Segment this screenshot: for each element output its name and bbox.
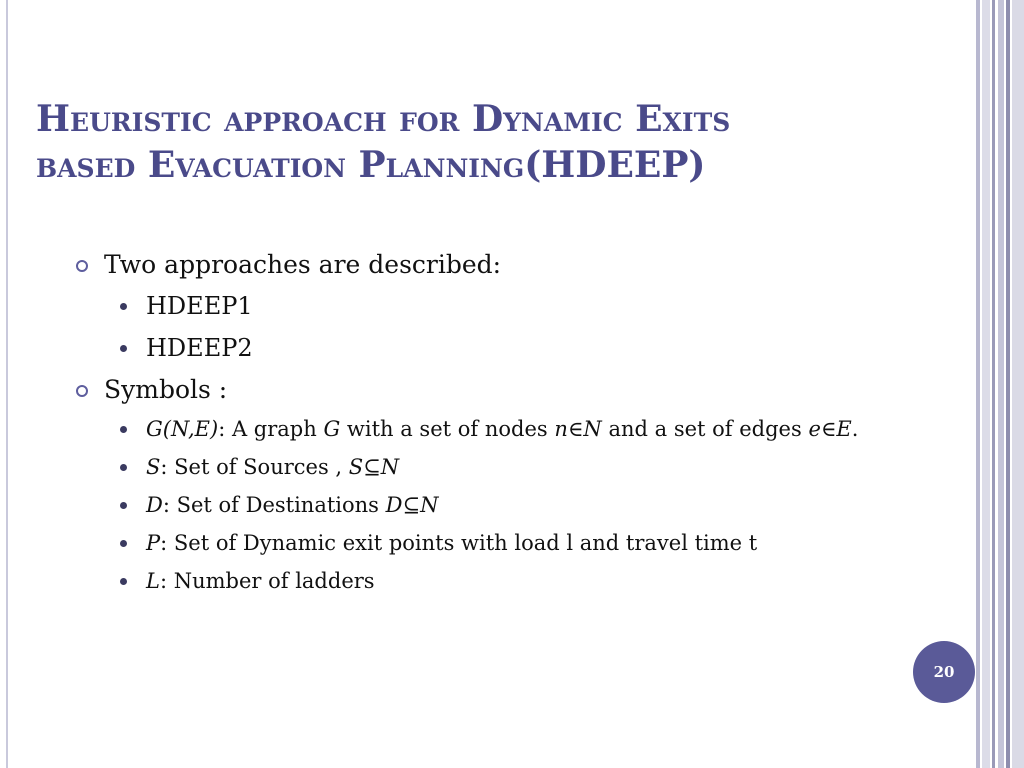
- bullet-dot-icon: [120, 540, 127, 547]
- symbol: P: [146, 531, 161, 555]
- slide-body: [76, 248, 896, 604]
- symbol-inline: D⊆N: [385, 493, 439, 517]
- bullet-label: Two approaches are described:: [104, 250, 502, 279]
- symbol-item-graph: [120, 414, 896, 444]
- bullet-label: Symbols :: [104, 375, 228, 404]
- symbol-text: and a set of edges: [601, 417, 809, 441]
- approaches-list: [120, 289, 896, 365]
- slide-title: [36, 96, 936, 188]
- bullet-dot-icon: [120, 345, 127, 352]
- bullet-symbols: [76, 373, 896, 407]
- symbol-text: : Number of ladders: [159, 569, 375, 593]
- bullet-dot-icon: [120, 303, 127, 310]
- bullet-dot-icon: [120, 502, 127, 509]
- symbol-item-destinations: [120, 490, 896, 520]
- list-item: [120, 331, 896, 365]
- bullet-dot-icon: [120, 464, 127, 471]
- symbol-inline: S⊆N: [348, 455, 400, 479]
- title-line-2: based Evacuation Planning(HDEEP): [36, 144, 706, 186]
- list-item: [120, 289, 896, 323]
- stripe: [992, 0, 995, 768]
- stripe: [1006, 0, 1010, 768]
- symbol-item-ladders: [120, 566, 896, 596]
- stripe: [976, 0, 980, 768]
- symbol: L: [146, 569, 160, 593]
- symbol-text: : Set of Dynamic exit points with load l and travel time t: [160, 531, 758, 555]
- bullet-dot-icon: [120, 426, 127, 433]
- symbol-item-exit-points: [120, 528, 896, 558]
- symbol: G(N,E): [146, 417, 219, 441]
- stripe: [1012, 0, 1024, 768]
- symbol-text: : A graph: [218, 417, 324, 441]
- symbol-text: : Set of Sources ,: [160, 455, 349, 479]
- symbol-text: with a set of nodes: [340, 417, 555, 441]
- page-number: 20: [933, 663, 955, 681]
- hollow-bullet-icon: [76, 260, 88, 272]
- bullet-dot-icon: [120, 578, 127, 585]
- decorative-stripes: [976, 0, 1024, 768]
- symbols-list: [120, 414, 896, 596]
- approach-hdeep1: HDEEP1: [146, 292, 253, 320]
- symbol-text: .: [851, 417, 859, 441]
- symbol: S: [146, 455, 161, 479]
- stripe: [998, 0, 1004, 768]
- approach-hdeep2: HDEEP2: [146, 334, 253, 362]
- hollow-bullet-icon: [76, 385, 88, 397]
- symbol: D: [146, 493, 163, 517]
- left-border: [6, 0, 8, 768]
- page-number-badge: [913, 641, 975, 703]
- title-line-1: Heuristic approach for Dynamic Exits: [36, 98, 731, 140]
- symbol-item-sources: [120, 452, 896, 482]
- symbol-text: : Set of Destinations: [162, 493, 386, 517]
- bullet-approaches: [76, 248, 896, 282]
- symbol-inline: e∈E: [808, 417, 852, 441]
- stripe: [982, 0, 990, 768]
- symbol-inline: n∈N: [554, 417, 602, 441]
- symbol-inline: G: [323, 417, 341, 441]
